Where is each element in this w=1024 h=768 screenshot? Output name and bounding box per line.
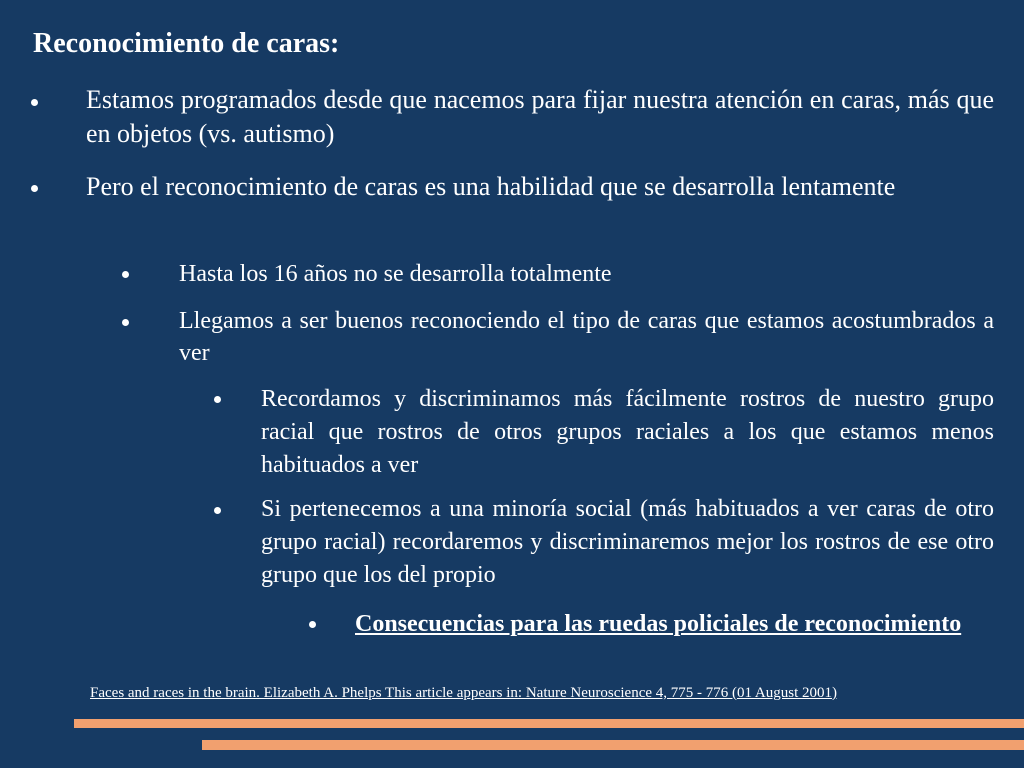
bullet-text-police-lineups: Consecuencias para las ruedas policiales de reconocimiento [355, 611, 962, 637]
accent-bar-bottom [202, 740, 1024, 750]
bullet-text-minority: Si pertenecemos a una minoría social (más habituados a ver caras de otro grupo racial) recordaremos y discriminaremos mejor los rostros de ese otro grupo que los del propio [261, 496, 994, 588]
bullet-icon [31, 99, 38, 106]
bullet-icon [214, 507, 221, 514]
bullet-text-attention: Estamos programados desde que nacemos para fijar nuestra atención en caras, más que en objetos (vs. autismo) [86, 85, 994, 148]
bullet-icon [122, 319, 129, 326]
bullet-text-age16: Hasta los 16 años no se desarrolla totalmente [179, 261, 612, 287]
bullet-text-familiar-faces: Llegamos a ser buenos reconociendo el tipo de caras que estamos acostumbrados a ver [179, 308, 994, 366]
accent-bar-top [74, 719, 1024, 728]
citation-link[interactable]: Faces and races in the brain. Elizabeth A. Phelps This article appears in: Nature Neuroscience 4, 775 - 776 (01 August 2001) [90, 685, 838, 701]
bullet-text-racial-group: Recordamos y discriminamos más fácilmente rostros de nuestro grupo racial que rostros de otros grupos raciales a los que estamos menos habituados a ver [261, 386, 994, 478]
bullet-icon [214, 396, 221, 403]
bullet-icon [31, 185, 38, 192]
bullet-text-development: Pero el reconocimiento de caras es una habilidad que se desarrolla lentamente [86, 172, 896, 201]
slide-title: Reconocimiento de caras: [33, 28, 340, 59]
bullet-icon [122, 271, 129, 278]
bullet-icon [309, 621, 316, 628]
